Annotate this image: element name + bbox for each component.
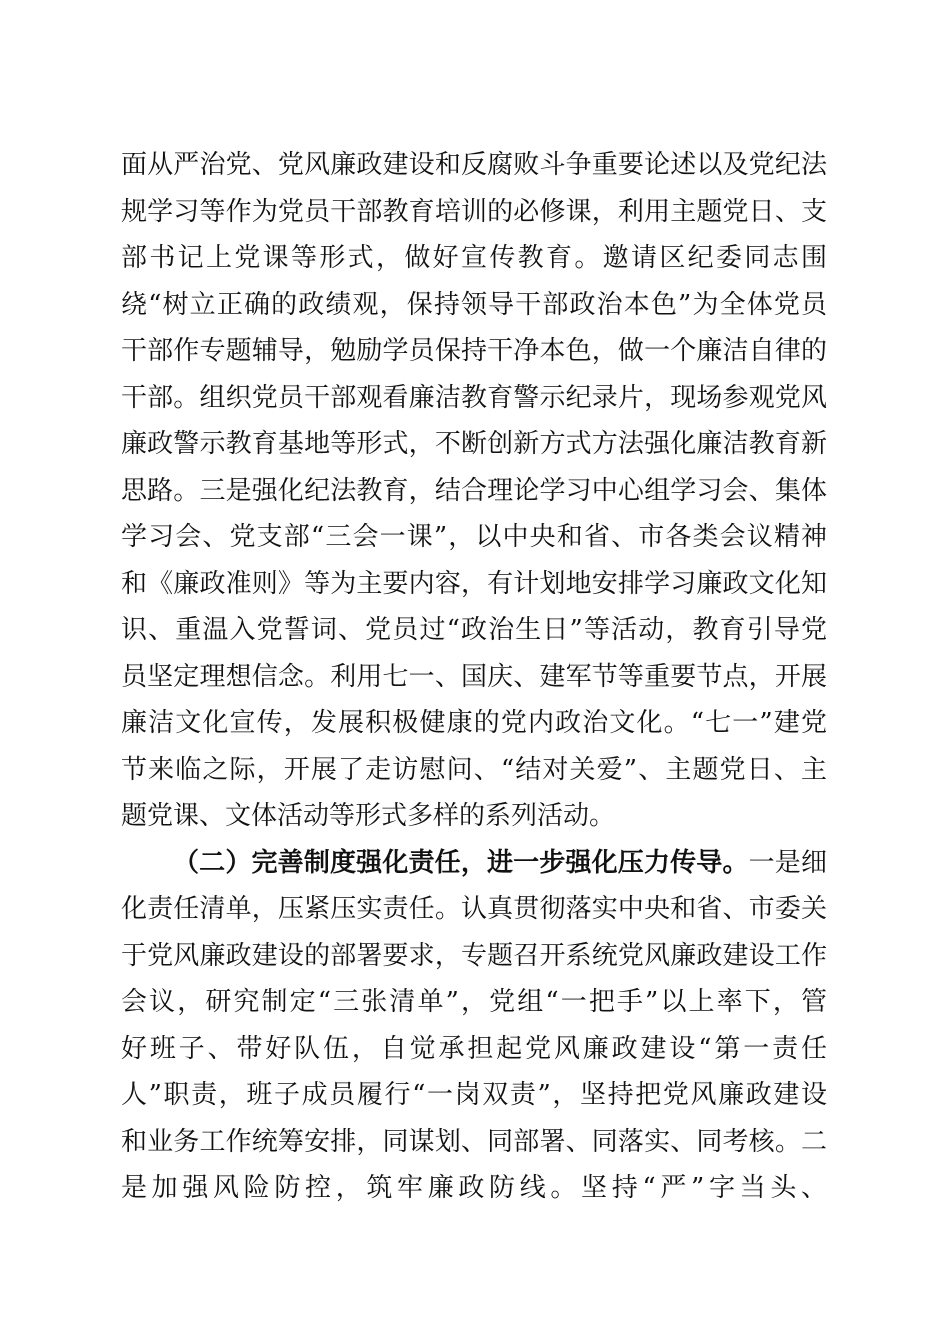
paragraph-line: 题党课、文体活动等形式多样的系列活动。: [121, 801, 616, 831]
paragraph-line: 部书记上党课等形式，做好宣传教育。邀请区纪委同志围: [121, 243, 827, 273]
paragraph-line: 思路。三是强化纪法教育，结合理论学习中心组学习会、集体: [121, 476, 827, 506]
paragraph-line: 会议，研究制定“三张清单”，党组“一把手”以上率下，管: [121, 987, 827, 1017]
paragraph-line: 和《廉政准则》等为主要内容，有计划地安排学习廉政文化知: [121, 569, 827, 599]
paragraph-line: 是加强风险防控，筑牢廉政防线。坚持“严”字当头、: [121, 1173, 827, 1203]
paragraph-line: 好班子、带好队伍，自觉承担起党风廉政建设“第一责任: [121, 1034, 827, 1064]
paragraph-line: 学习会、党支部“三会一课”，以中央和省、市各类会议精神: [121, 522, 827, 552]
paragraph-line: 和业务工作统筹安排，同谋划、同部署、同落实、同考核。二: [121, 1127, 827, 1157]
paragraph-line: 干部作专题辅导，勉励学员保持干净本色，做一个廉洁自律的: [121, 336, 827, 366]
paragraph-line: 廉政警示教育基地等形式，不断创新方式方法强化廉洁教育新: [121, 429, 827, 459]
paragraph-line: 人”职责，班子成员履行“一岗双责”，坚持把党风廉政建设: [121, 1080, 827, 1110]
paragraph-line: 识、重温入党誓词、党员过“政治生日”等活动，教育引导党: [121, 615, 827, 645]
paragraph-line: 节来临之际，开展了走访慰问、“结对关爱”、主题党日、主: [121, 755, 827, 785]
paragraph-line: 绕“树立正确的政绩观，保持领导干部政治本色”为全体党员: [121, 290, 827, 320]
paragraph-line: 员坚定理想信念。利用七一、国庆、建军节等重要节点，开展: [121, 662, 827, 692]
section-heading-line: [173, 843, 827, 883]
paragraph-line: 规学习等作为党员干部教育培训的必修课，利用主题党日、支: [121, 197, 827, 227]
paragraph-line: 于党风廉政建设的部署要求，专题召开系统党风廉政建设工作: [121, 941, 827, 971]
paragraph-line: 化责任清单，压紧压实责任。认真贯彻落实中央和省、市委关: [121, 894, 827, 924]
paragraph-line: 廉洁文化宣传，发展积极健康的党内政治文化。“七一”建党: [121, 708, 827, 738]
paragraph-line: 面从严治党、党风廉政建设和反腐败斗争重要论述以及党纪法: [121, 150, 827, 180]
section-heading: （二）完善制度强化责任，进一步强化压力传导。: [173, 848, 749, 878]
paragraph-line: 干部。组织党员干部观看廉洁教育警示纪录片，现场参观党风: [121, 383, 827, 413]
section-heading-tail: 一是细: [748, 848, 827, 878]
